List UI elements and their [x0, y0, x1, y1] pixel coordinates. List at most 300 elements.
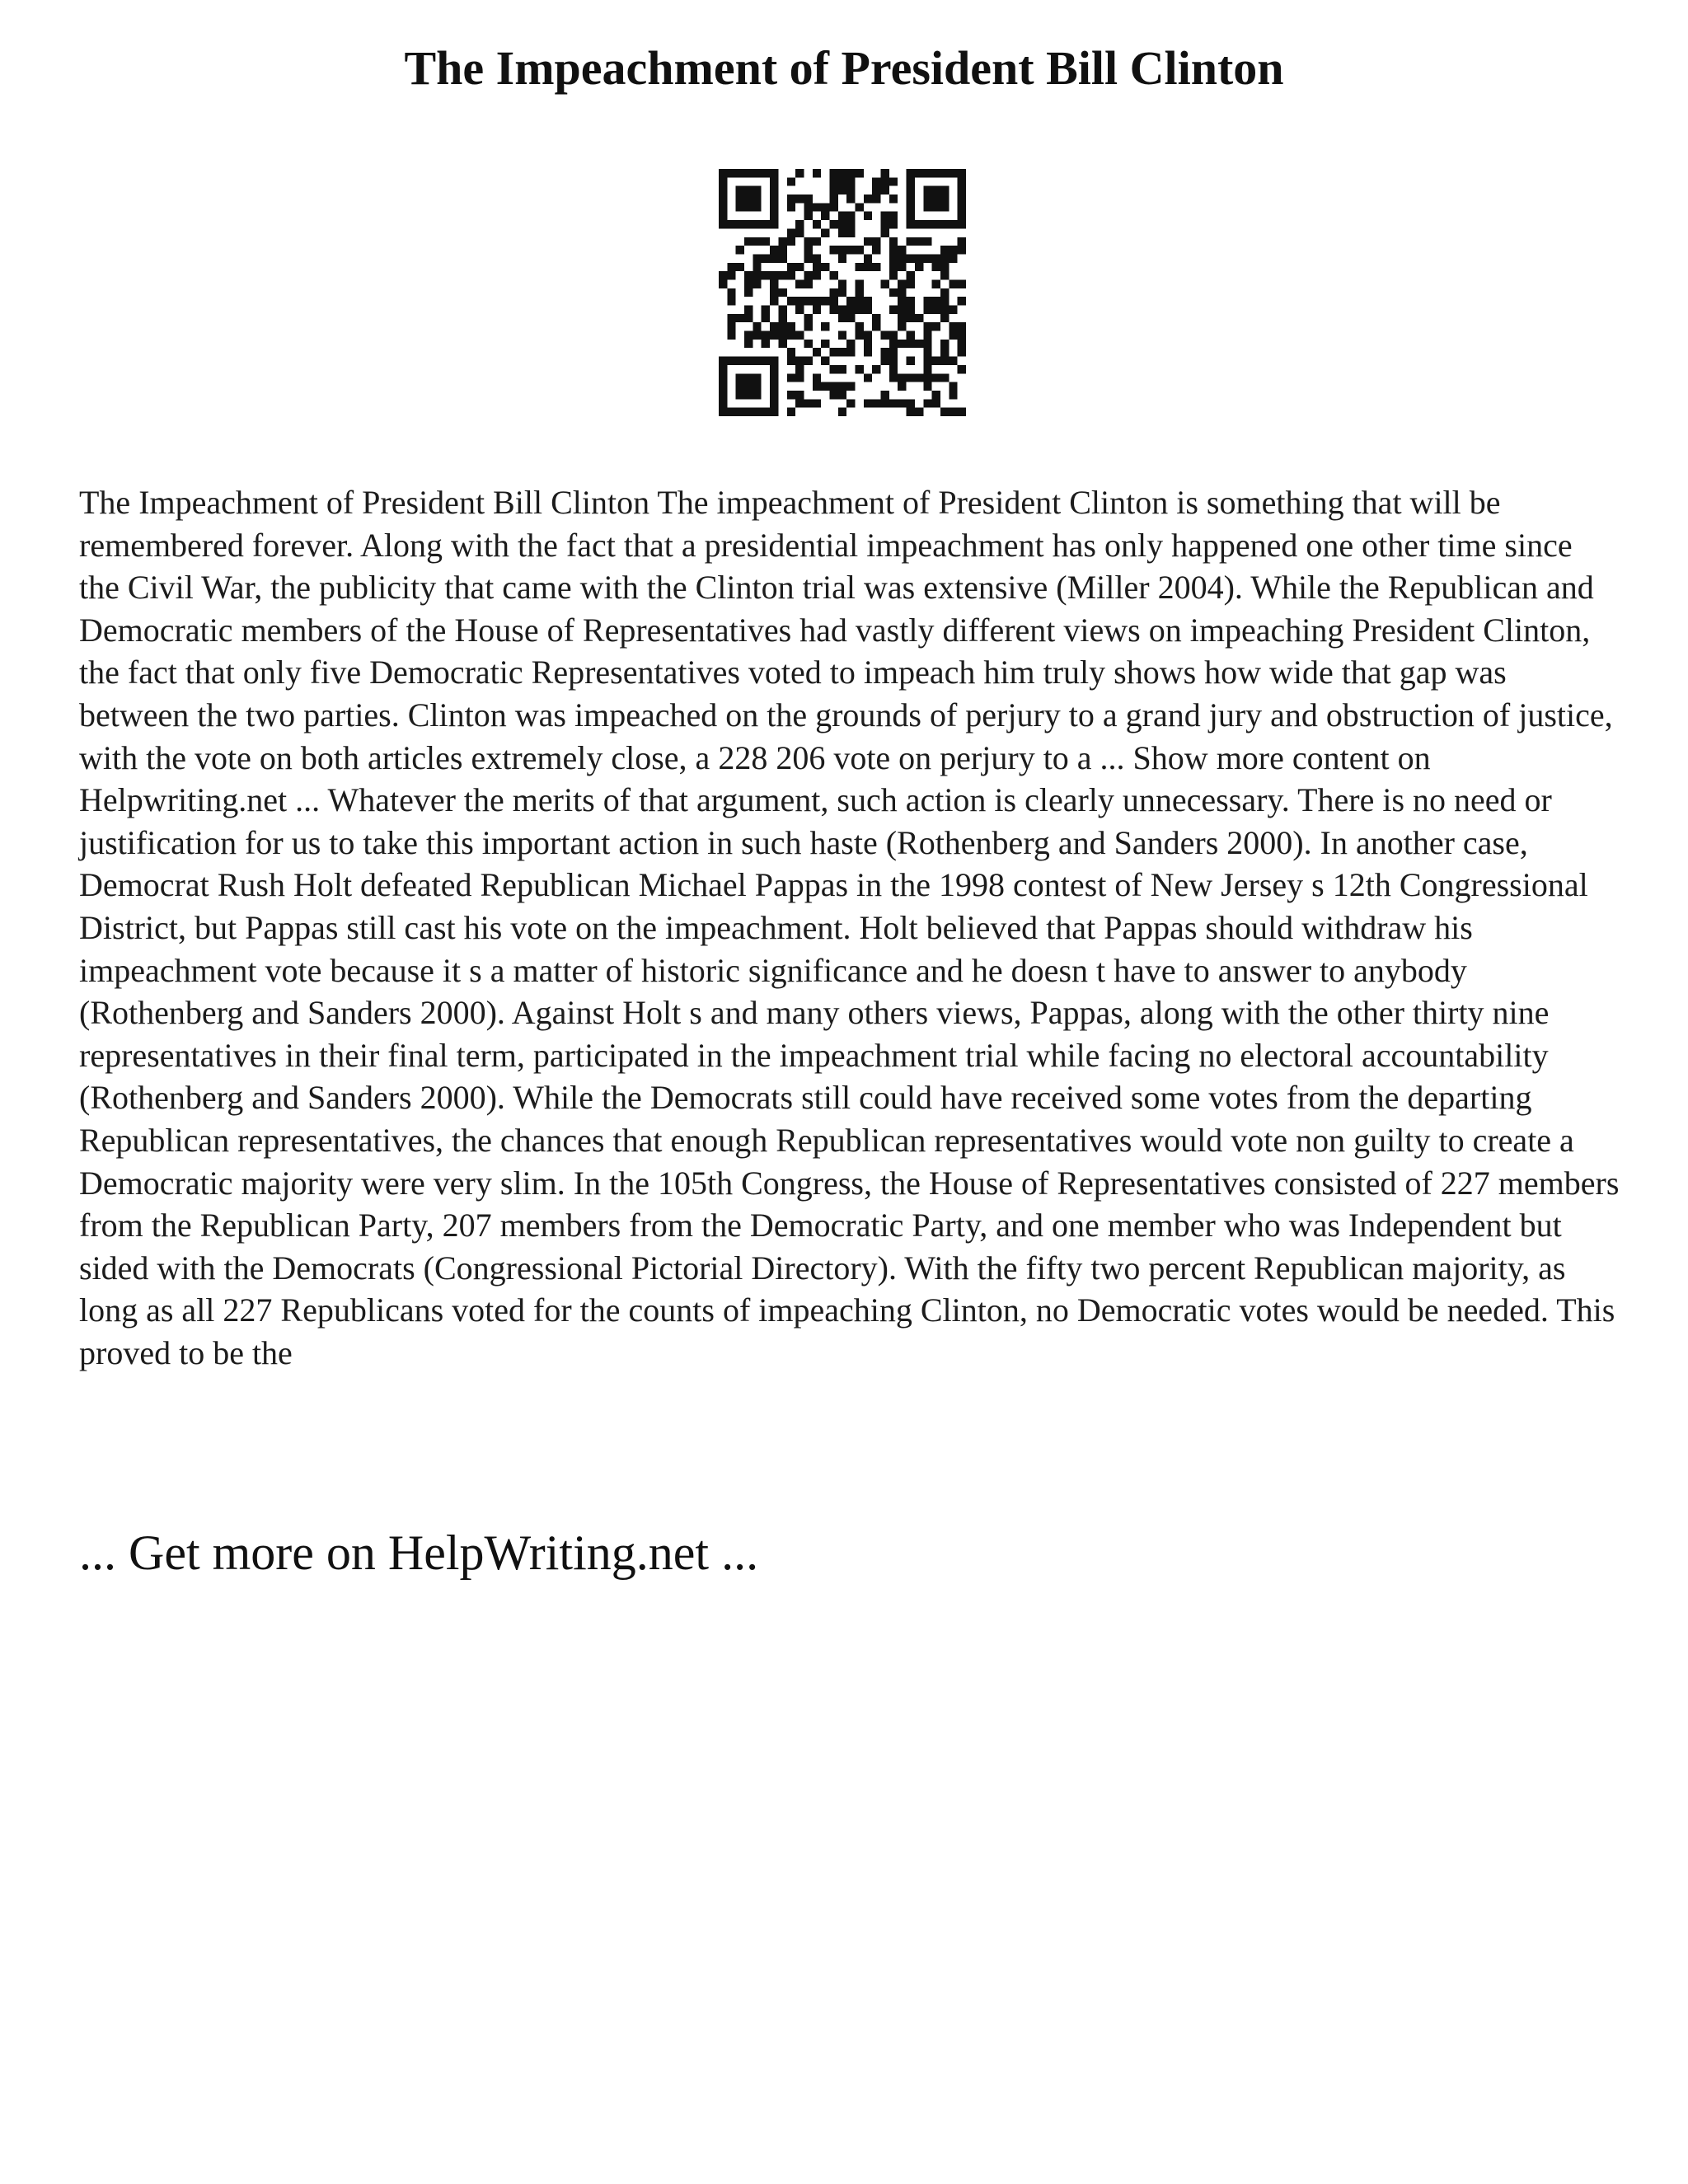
qr-module	[744, 279, 753, 288]
qr-module	[821, 322, 829, 330]
qr-module	[872, 263, 880, 271]
qr-module	[889, 237, 898, 246]
qr-module	[804, 399, 812, 407]
qr-module	[846, 194, 855, 203]
qr-module	[898, 288, 906, 297]
qr-module	[744, 331, 753, 340]
qr-module	[846, 297, 855, 305]
qr-module	[813, 263, 821, 271]
qr-module	[787, 177, 795, 185]
qr-module	[940, 169, 949, 177]
qr-module	[804, 314, 812, 322]
qr-module	[958, 246, 966, 254]
qr-module	[770, 322, 778, 330]
qr-module	[795, 263, 804, 271]
qr-module	[744, 391, 753, 399]
qr-module	[915, 237, 923, 246]
qr-module	[923, 297, 931, 305]
qr-module	[770, 408, 778, 416]
qr-module	[856, 203, 864, 211]
qr-module	[719, 194, 727, 203]
qr-module	[821, 228, 829, 237]
qr-module	[829, 391, 837, 399]
qr-module	[881, 169, 889, 177]
qr-module	[736, 314, 744, 322]
qr-module	[727, 357, 735, 365]
qr-module	[889, 348, 898, 356]
qr-module	[923, 194, 931, 203]
qr-module	[923, 348, 931, 356]
qr-module	[940, 373, 949, 382]
qr-module	[889, 177, 898, 185]
qr-module	[932, 203, 940, 211]
qr-module	[940, 254, 949, 262]
qr-module	[736, 263, 744, 271]
qr-module	[838, 288, 846, 297]
qr-module	[923, 322, 931, 330]
qr-module	[719, 203, 727, 211]
qr-module	[915, 169, 923, 177]
qr-module	[770, 203, 778, 211]
qr-module	[838, 314, 846, 322]
qr-module	[795, 331, 804, 340]
qr-module	[958, 279, 966, 288]
qr-module	[958, 340, 966, 348]
qr-module	[898, 306, 906, 314]
qr-module	[915, 408, 923, 416]
qr-module	[923, 399, 931, 407]
qr-module	[770, 357, 778, 365]
qr-module	[795, 391, 804, 399]
qr-module	[898, 246, 906, 254]
qr-module	[770, 382, 778, 391]
qr-module	[727, 220, 735, 228]
qr-module	[907, 297, 915, 305]
qr-module	[932, 263, 940, 271]
qr-module	[889, 365, 898, 373]
qr-module	[821, 263, 829, 271]
qr-module	[762, 331, 770, 340]
qr-module	[727, 169, 735, 177]
qr-module	[770, 177, 778, 185]
qr-module	[881, 331, 889, 340]
qr-module	[932, 306, 940, 314]
qr-module	[958, 322, 966, 330]
qr-module	[795, 220, 804, 228]
qr-module	[795, 357, 804, 365]
qr-module	[949, 220, 957, 228]
qr-module	[898, 382, 906, 391]
qr-module	[856, 169, 864, 177]
qr-module	[821, 212, 829, 220]
document-title: The Impeachment of President Bill Clinton	[404, 41, 1284, 95]
qr-module	[856, 365, 864, 373]
qr-module	[770, 246, 778, 254]
qr-module	[889, 194, 898, 203]
qr-module	[898, 399, 906, 407]
qr-module	[778, 288, 786, 297]
qr-module	[846, 220, 855, 228]
qr-module	[907, 399, 915, 407]
qr-module	[940, 263, 949, 271]
qr-module	[940, 357, 949, 365]
qr-module	[838, 228, 846, 237]
qr-module	[838, 246, 846, 254]
qr-module	[838, 220, 846, 228]
qr-module	[898, 297, 906, 305]
qr-module	[770, 365, 778, 373]
qr-module	[795, 373, 804, 382]
qr-module	[907, 220, 915, 228]
qr-module	[838, 212, 846, 220]
qr-module	[829, 203, 837, 211]
qr-module	[821, 297, 829, 305]
qr-module	[889, 357, 898, 365]
qr-module	[762, 340, 770, 348]
qr-module	[881, 279, 889, 288]
qr-module	[744, 169, 753, 177]
qr-module	[753, 186, 761, 194]
qr-module	[736, 408, 744, 416]
qr-module	[829, 169, 837, 177]
qr-module	[838, 279, 846, 288]
qr-module	[949, 246, 957, 254]
qr-module	[864, 212, 872, 220]
qr-module	[762, 237, 770, 246]
qr-module	[744, 203, 753, 211]
qr-module	[898, 279, 906, 288]
qr-module	[949, 322, 957, 330]
qr-module	[889, 306, 898, 314]
qr-module	[753, 220, 761, 228]
qr-module	[821, 357, 829, 365]
qr-module	[889, 373, 898, 382]
qr-module	[770, 186, 778, 194]
qr-module	[846, 228, 855, 237]
qr-module	[753, 279, 761, 288]
qr-module	[923, 331, 931, 340]
qr-module	[762, 254, 770, 262]
qr-module	[804, 322, 812, 330]
qr-module	[778, 246, 786, 254]
qr-module	[787, 373, 795, 382]
qr-module	[932, 399, 940, 407]
qr-module	[940, 203, 949, 211]
qr-module	[940, 288, 949, 297]
qr-module	[770, 271, 778, 279]
qr-module	[727, 288, 735, 297]
qr-module	[872, 237, 880, 246]
qr-module	[829, 297, 837, 305]
qr-module	[719, 408, 727, 416]
qr-module	[872, 177, 880, 185]
qr-module	[949, 306, 957, 314]
qr-module	[829, 382, 837, 391]
qr-module	[872, 322, 880, 330]
qr-module	[829, 246, 837, 254]
qr-module	[727, 331, 735, 340]
qr-module	[898, 373, 906, 382]
qr-module	[864, 399, 872, 407]
qr-module	[864, 373, 872, 382]
qr-module	[829, 348, 837, 356]
qr-module	[923, 340, 931, 348]
qr-module	[804, 237, 812, 246]
qr-module	[736, 220, 744, 228]
qr-module	[907, 279, 915, 288]
qr-module	[923, 373, 931, 382]
qr-module	[787, 408, 795, 416]
qr-module	[940, 408, 949, 416]
qr-module	[864, 263, 872, 271]
qr-module	[829, 194, 837, 203]
qr-module	[846, 314, 855, 322]
qr-module	[872, 314, 880, 322]
qr-module	[915, 254, 923, 262]
qr-module	[727, 263, 735, 271]
get-more-link[interactable]: ... Get more on HelpWriting.net ...	[79, 1526, 759, 1580]
qr-module	[770, 331, 778, 340]
qr-module	[856, 322, 864, 330]
qr-module	[770, 279, 778, 288]
qr-module	[829, 306, 837, 314]
body-paragraph: The Impeachment of President Bill Clinton The impeachment of President Clinton is something that will be remembered forever. Along with the fact that a presidential impeachment has only happened one other time since the Civil War, the publicity that came with the Clinton trial was extensive (Miller 2004). While the Republican and Democratic members of the House of Representatives had vastly different views on impeaching President Clinton, the fact that only five Democratic Representatives voted to impeach him truly shows how wide that gap was between the two parties. Clinton was impeached on the grounds of perjury to a grand jury and obstruction of justice, with the vote on both articles extremely close, a 228 206 vote on perjury to a ... Show more content on Helpwriting.net ... Whatever the merits of that argument, such action is clearly unnecessary. There is no need or justification for us to take this important action in such haste (Rothenberg and Sanders 2000). In another case, Democrat Rush Holt defeated Republican Michael Pappas in the 1998 contest of New Jersey s 12th Congressional District, but Pappas still cast his vote on the impeachment. Holt believed that Pappas should withdraw his impeachment vote because it s a matter of historic significance and he doesn t have to answer to anybody (Rothenberg and Sanders 2000). Against Holt s and many others views, Pappas, along with the other thirty nine representatives in their final term, participated in the impeachment trial while facing no electoral accountability (Rothenberg and Sanders 2000). While the Democrats still could have received some votes from the departing Republican representatives, the chances that enough Republican representatives would vote non guilty to create a Democratic majority were very slim. In the 105th Congress, the House of Representatives consisted of 227 members from the Republican Party, 207 members from the Democratic Party, and one member who was Independent but sided with the Democrats (Congressional Pictorial Directory). With the fifty two percent Republican majority, as long as all 227 Republicans voted for the counts of impeaching Clinton, no Democratic votes would be needed. This proved to be the	[79, 484, 1620, 1371]
qr-module	[795, 228, 804, 237]
qr-module	[821, 382, 829, 391]
qr-module	[958, 331, 966, 340]
qr-module	[923, 254, 931, 262]
qr-module	[932, 169, 940, 177]
qr-module	[889, 263, 898, 271]
qr-module	[727, 271, 735, 279]
qr-module	[762, 306, 770, 314]
qr-module	[872, 194, 880, 203]
qr-module	[838, 186, 846, 194]
qr-module	[889, 212, 898, 220]
qr-module	[813, 254, 821, 262]
qr-module	[787, 322, 795, 330]
qr-module	[856, 279, 864, 288]
qr-module	[778, 271, 786, 279]
qr-module	[872, 399, 880, 407]
qr-module	[923, 186, 931, 194]
qr-module	[898, 263, 906, 271]
qr-module	[787, 391, 795, 399]
qr-module	[898, 314, 906, 322]
qr-module	[856, 306, 864, 314]
qr-module	[949, 408, 957, 416]
qr-module	[804, 194, 812, 203]
qr-module	[744, 373, 753, 382]
qr-module	[813, 237, 821, 246]
qr-module	[864, 306, 872, 314]
qr-module	[856, 288, 864, 297]
qr-module	[736, 382, 744, 391]
qr-module	[915, 340, 923, 348]
qr-module	[736, 169, 744, 177]
qr-module	[813, 399, 821, 407]
qr-module	[813, 382, 821, 391]
qr-module	[940, 314, 949, 322]
qr-module	[787, 263, 795, 271]
qr-module	[804, 297, 812, 305]
qr-module	[813, 306, 821, 314]
qr-module	[804, 246, 812, 254]
qr-module	[856, 297, 864, 305]
qr-module	[804, 340, 812, 348]
qr-module	[719, 391, 727, 399]
qr-module	[778, 331, 786, 340]
qr-module	[932, 220, 940, 228]
qr-module	[813, 348, 821, 356]
qr-module	[787, 297, 795, 305]
qr-module	[940, 306, 949, 314]
qr-module	[719, 169, 727, 177]
qr-module	[787, 331, 795, 340]
qr-module	[778, 322, 786, 330]
qr-module	[889, 331, 898, 340]
qr-module	[846, 246, 855, 254]
qr-module	[923, 169, 931, 177]
qr-module	[787, 357, 795, 365]
qr-module	[907, 331, 915, 340]
qr-module	[778, 254, 786, 262]
qr-module	[958, 348, 966, 356]
qr-module	[881, 186, 889, 194]
qr-module	[907, 169, 915, 177]
qr-module	[889, 220, 898, 228]
qr-module	[753, 408, 761, 416]
qr-module	[889, 288, 898, 297]
qr-module	[949, 169, 957, 177]
qr-module	[770, 212, 778, 220]
qr-module	[907, 237, 915, 246]
qr-module	[958, 408, 966, 416]
qr-module	[864, 254, 872, 262]
qr-module	[940, 297, 949, 305]
qr-module	[958, 186, 966, 194]
qr-module	[958, 237, 966, 246]
qr-module	[881, 357, 889, 365]
qr-module	[753, 263, 761, 271]
qr-module	[881, 220, 889, 228]
qr-module	[744, 340, 753, 348]
qr-module	[838, 408, 846, 416]
qr-module	[949, 391, 957, 399]
qr-module	[864, 348, 872, 356]
qr-module	[813, 169, 821, 177]
qr-module	[846, 399, 855, 407]
qr-module	[932, 391, 940, 399]
qr-module	[940, 340, 949, 348]
qr-module	[744, 314, 753, 322]
qr-module	[744, 186, 753, 194]
qr-module	[958, 169, 966, 177]
qr-module	[940, 348, 949, 356]
qr-module	[719, 279, 727, 288]
qr-module	[804, 203, 812, 211]
qr-module	[932, 373, 940, 382]
qr-module	[821, 340, 829, 348]
qr-module	[744, 271, 753, 279]
qr-module	[727, 408, 735, 416]
qr-module	[753, 331, 761, 340]
qr-module	[753, 169, 761, 177]
qr-module	[838, 331, 846, 340]
qr-module	[804, 212, 812, 220]
qr-module	[923, 357, 931, 365]
qr-module	[736, 203, 744, 211]
qr-module	[762, 357, 770, 365]
qr-module	[932, 254, 940, 262]
qr-module	[907, 203, 915, 211]
qr-module	[838, 348, 846, 356]
qr-module	[907, 306, 915, 314]
qr-module	[762, 408, 770, 416]
qr-module	[881, 399, 889, 407]
qr-module	[762, 220, 770, 228]
qr-module	[846, 382, 855, 391]
qr-module	[727, 297, 735, 305]
qr-module	[744, 237, 753, 246]
qr-module	[940, 194, 949, 203]
qr-module	[753, 382, 761, 391]
qr-module	[813, 297, 821, 305]
qr-module	[787, 237, 795, 246]
qr-module	[753, 357, 761, 365]
qr-module	[795, 306, 804, 314]
qr-module	[804, 271, 812, 279]
qr-module	[770, 297, 778, 305]
qr-module	[778, 237, 786, 246]
qr-module	[907, 314, 915, 322]
qr-module	[804, 279, 812, 288]
qr-module	[864, 297, 872, 305]
qr-module	[949, 382, 957, 391]
qr-module	[872, 246, 880, 254]
qr-module	[770, 399, 778, 407]
qr-module	[770, 373, 778, 382]
qr-module	[856, 331, 864, 340]
qr-module	[923, 220, 931, 228]
qr-module	[907, 357, 915, 365]
qr-module	[932, 279, 940, 288]
qr-module	[719, 186, 727, 194]
qr-module	[907, 177, 915, 185]
qr-module	[736, 373, 744, 382]
qr-module	[940, 271, 949, 279]
qr-code-icon	[719, 169, 966, 416]
qr-module	[958, 365, 966, 373]
qr-module	[736, 246, 744, 254]
qr-module	[744, 220, 753, 228]
qr-module	[719, 399, 727, 407]
qr-module	[753, 322, 761, 330]
qr-module	[813, 271, 821, 279]
qr-module	[778, 306, 786, 314]
qr-module	[932, 322, 940, 330]
qr-module	[829, 271, 837, 279]
qr-module	[846, 306, 855, 314]
qr-module	[744, 306, 753, 314]
qr-module	[719, 382, 727, 391]
qr-module	[846, 212, 855, 220]
qr-module	[744, 288, 753, 297]
qr-module	[719, 212, 727, 220]
qr-module	[821, 203, 829, 211]
qr-module	[915, 220, 923, 228]
qr-module	[958, 177, 966, 185]
